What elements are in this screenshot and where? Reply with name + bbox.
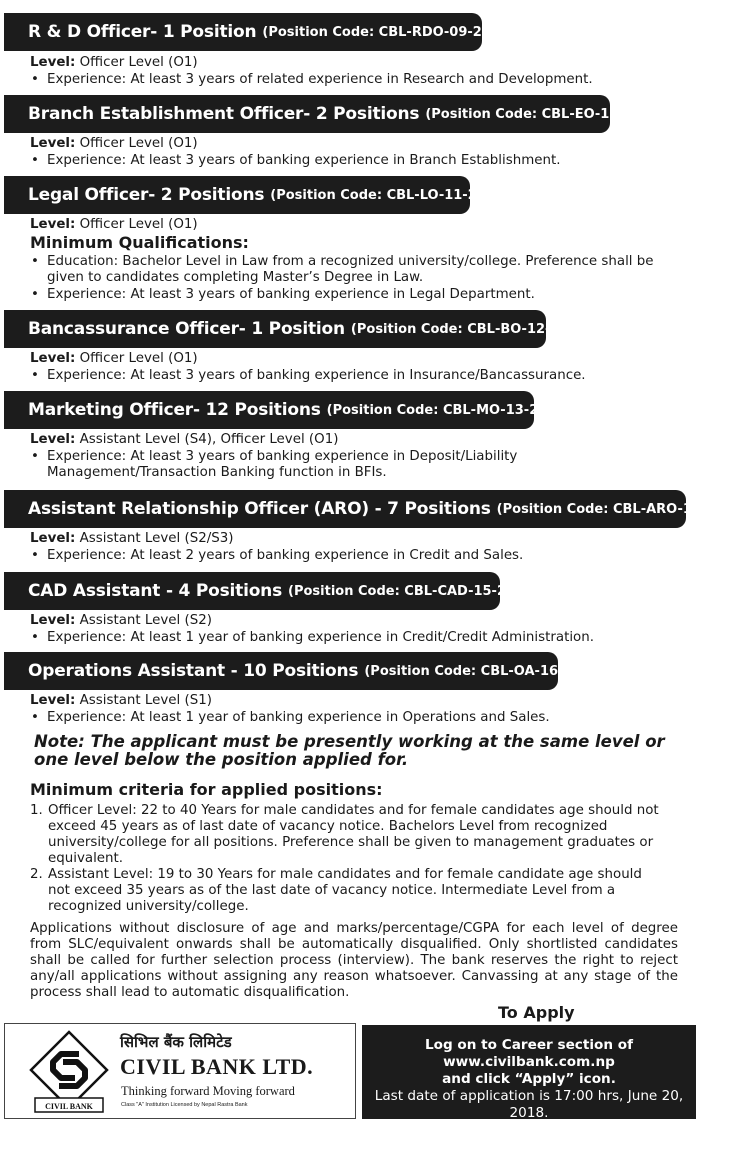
bank-name-nepali: सिभिल बैंक लिमिटेड <box>120 1033 232 1051</box>
position-code: (Position Code: CBL-EO-10-2018) <box>425 106 666 122</box>
criteria-heading: Minimum criteria for applied positions: <box>30 780 383 799</box>
level-value: Assistant Level (S4), Officer Level (O1) <box>79 432 339 447</box>
level-label: Level: <box>30 136 76 151</box>
position-header <box>4 572 540 610</box>
bullet-icon: • <box>31 153 39 168</box>
position-title: Marketing Officer- 12 Positions <box>28 400 321 420</box>
apply-instructions-panel <box>362 1025 696 1119</box>
level-line <box>30 55 198 71</box>
bank-logo-panel <box>4 1023 356 1119</box>
position-title: Legal Officer- 2 Positions <box>28 185 265 205</box>
level-value: Officer Level (O1) <box>79 351 198 366</box>
level-line <box>30 351 198 367</box>
position-code: (Position Code: CBL-BO-12-2018) <box>350 321 593 337</box>
position-code: (Position Code: CBL-CAD-15-2018) <box>288 583 540 599</box>
criteria-item: Assistant Level: 19 to 30 Years for male candidates and for female candidate age should not exceed 35 years as of the last date of vacancy notice. Intermediate Level from a recognized university/college. <box>48 867 642 914</box>
bullet-text: Experience: At least 1 year of banking experience in Credit/Credit Administration. <box>47 630 594 645</box>
bullet-icon: • <box>31 710 39 725</box>
eligibility-note: Note: The applicant must be presently working at the same level or one level below the position applied for. <box>34 732 665 769</box>
position-header <box>4 490 748 528</box>
position-title: R & D Officer- 1 Position <box>28 22 257 42</box>
apply-line: and click “Apply” icon. <box>442 1071 616 1087</box>
criteria-item: Officer Level: 22 to 40 Years for male candidates and for female candidates age should not exceed 45 years as of last date of vacancy notice. Bachelors Level from recognized university/college for all positions. Preference shall be given to management graduates or equivalent. <box>48 803 659 866</box>
position-code: (Position Code: CBL-MO-13-2018) <box>326 402 572 418</box>
bullet-icon: • <box>31 368 39 383</box>
level-label: Level: <box>30 55 76 70</box>
bullet-text: Experience: At least 2 years of banking experience in Credit and Sales. <box>47 548 524 563</box>
level-value: Assistant Level (S2) <box>79 613 212 628</box>
bullet-icon: • <box>31 72 39 87</box>
position-code: (Position Code: CBL-RDO-09-2018) <box>262 24 515 40</box>
level-label: Level: <box>30 613 76 628</box>
position-header <box>4 310 593 348</box>
level-value: Assistant Level (S2/S3) <box>79 531 234 546</box>
deadline-text: Last date of application is 17:00 hrs, June 20, 2018. <box>374 1088 684 1121</box>
level-line <box>30 531 234 547</box>
bullet-text: Experience: At least 1 year of banking experience in Operations and Sales. <box>47 710 550 725</box>
position-header <box>4 95 666 133</box>
bullet-text: Experience: At least 3 years of banking experience in Deposit/Liability Management/Transaction Banking function in BFIs. <box>47 449 518 480</box>
level-line <box>30 217 198 233</box>
bullet-icon: • <box>31 254 39 269</box>
level-line <box>30 613 212 629</box>
bank-tagline: Thinking forward Moving forward <box>121 1084 295 1098</box>
level-value: Officer Level (O1) <box>79 55 198 70</box>
position-code: (Position Code: CBL-OA-16-2018) <box>364 663 606 679</box>
position-header <box>4 391 572 429</box>
level-value: Officer Level (O1) <box>79 217 198 232</box>
bank-license-text: Class "A" Institution Licensed by Nepal Rastra Bank <box>121 1102 248 1108</box>
bullet-icon: • <box>31 449 39 464</box>
apply-line: Log on to Career section of <box>424 1037 634 1053</box>
level-label: Level: <box>30 217 76 232</box>
position-code: (Position Code: CBL-LO-11-2018) <box>270 187 510 203</box>
level-label: Level: <box>30 531 76 546</box>
civil-bank-logo-icon <box>27 1028 111 1116</box>
bullet-icon: • <box>31 548 39 563</box>
level-label: Level: <box>30 432 76 447</box>
bullet-text: Education: Bachelor Level in Law from a recognized university/college. Preference shall be given to candidates completing Master’s Degree in Law. <box>47 254 654 285</box>
logo-text: CIVIL BANK <box>45 1102 93 1111</box>
position-code: (Position Code: CBL-ARO-14-2018) <box>496 501 748 517</box>
position-title: CAD Assistant - 4 Positions <box>28 581 283 601</box>
disclaimer-paragraph: Applications without disclosure of age and marks/percentage/CGPA for each level of degree from SLC/equivalent onwards shall be automatically disqualified. Only shortlisted candidates shall be called for further selection process (interview). The bank reserves the right to reject any/all applications without assigning any reason whatsoever. Canvassing at any stage of the process shall lead to automatic disqualification. <box>30 921 678 1000</box>
bullet-text: Experience: At least 3 years of related experience in Research and Development. <box>47 72 593 87</box>
position-title: Assistant Relationship Officer (ARO) - 7 Positions <box>28 499 491 519</box>
position-header <box>4 13 515 51</box>
position-title: Bancassurance Officer- 1 Position <box>28 319 345 339</box>
position-header <box>4 652 606 690</box>
to-apply-heading: To Apply <box>498 1003 575 1022</box>
level-label: Level: <box>30 693 76 708</box>
bullet-text: Experience: At least 3 years of banking experience in Branch Establishment. <box>47 153 561 168</box>
apply-website-link[interactable]: www.civilbank.com.np <box>443 1054 615 1070</box>
position-title: Branch Establishment Officer- 2 Positions <box>28 104 420 124</box>
level-label: Level: <box>30 351 76 366</box>
list-number: 2. <box>30 867 43 882</box>
level-line <box>30 693 212 709</box>
position-title: Operations Assistant - 10 Positions <box>28 661 359 681</box>
level-value: Officer Level (O1) <box>79 136 198 151</box>
level-line <box>30 136 198 152</box>
bullet-icon: • <box>31 287 39 302</box>
level-value: Assistant Level (S1) <box>79 693 212 708</box>
position-header <box>4 176 510 214</box>
level-line <box>30 432 338 448</box>
bullet-text: Experience: At least 3 years of banking experience in Legal Department. <box>47 287 535 302</box>
bullet-text: Experience: At least 3 years of banking experience in Insurance/Bancassurance. <box>47 368 586 383</box>
min-qualifications-heading: Minimum Qualifications: <box>30 233 249 252</box>
bank-name: CIVIL BANK LTD. <box>120 1054 314 1079</box>
list-number: 1. <box>30 803 43 818</box>
bullet-icon: • <box>31 630 39 645</box>
